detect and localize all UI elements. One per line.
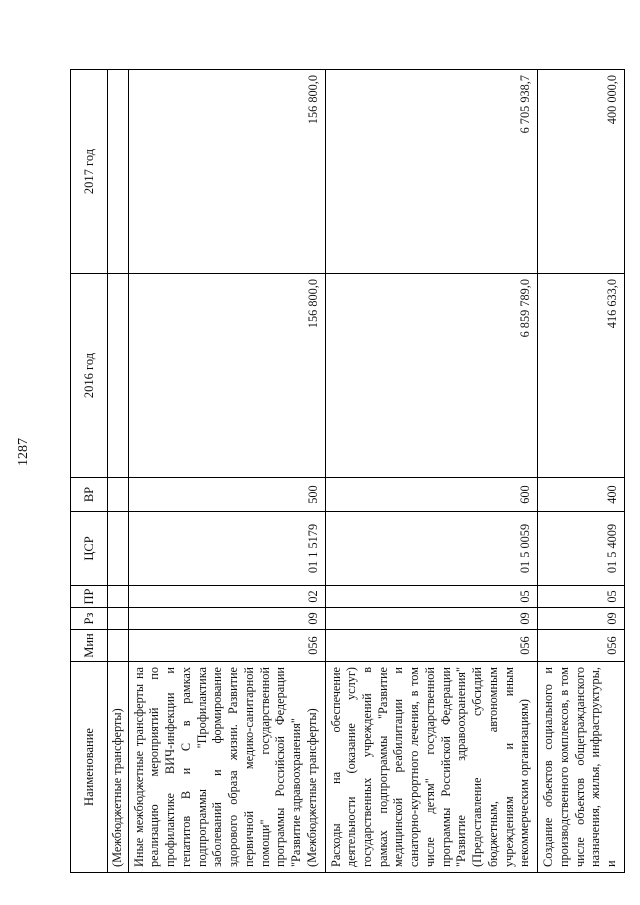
header-vr: ВР — [71, 478, 108, 512]
row-pr: 05 — [325, 586, 538, 608]
row-vr: 600 — [325, 478, 538, 512]
row-min: 056 — [538, 630, 625, 662]
row-2017: 400 000,0 — [538, 70, 625, 274]
row-pr: 02 — [128, 586, 325, 608]
row-note: (Межбюджетные трансферты) — [304, 708, 319, 867]
row-2016: 6 859 789,0 — [325, 274, 538, 478]
row-rz: 09 — [128, 608, 325, 630]
header-2017: 2017 год — [71, 70, 108, 274]
header-name: Наименование — [71, 662, 108, 873]
row-name-cell — [325, 662, 538, 873]
row-2017: 156 800,0 — [128, 70, 325, 274]
row-name-cell — [128, 662, 325, 873]
row-min: 056 — [325, 630, 538, 662]
table-row — [538, 70, 625, 873]
header-csr: ЦСР — [71, 512, 108, 586]
row-csr: 01 5 4009 — [538, 512, 625, 586]
row-vr: 400 — [538, 478, 625, 512]
page-number: 1287 — [16, 438, 31, 466]
rotated-budget-table — [70, 70, 619, 873]
row-vr: 500 — [128, 478, 325, 512]
row-min: 056 — [128, 630, 325, 662]
header-2016: 2016 год — [71, 274, 108, 478]
row-rz: 09 — [325, 608, 538, 630]
row-name: Создание объектов социального и производственного комплексов, в том числе объектов общегражданского назначения, жилья, инфраструктуры, и — [541, 667, 619, 867]
table-row — [108, 70, 129, 873]
budget-table — [70, 69, 625, 873]
row-pr: 05 — [538, 586, 625, 608]
row-csr: 01 1 5179 — [128, 512, 325, 586]
header-min: Мин — [71, 630, 108, 662]
row-rz: 09 — [538, 608, 625, 630]
top-note: (Межбюджетные трансферты) — [108, 662, 129, 873]
row-2017: 6 705 938,7 — [325, 70, 538, 274]
row-name-cell — [538, 662, 625, 873]
row-2016: 416 633,0 — [538, 274, 625, 478]
table-row — [128, 70, 325, 873]
header-row — [71, 70, 108, 873]
row-name: Расходы на обеспечение деятельности (оказание услуг) государственных учреждений в рамках подпрограммы "Развитие медицинской реабилитации и санаторно-курортного лечения, в том числе детям" государственной программы Российской Федерации "Развитие здравоохранения" (Предоставление субсидий бюджетным, автономным учреждениям и иным некоммерческим организациям) — [328, 667, 532, 867]
table-row — [325, 70, 538, 873]
row-2016: 156 800,0 — [128, 274, 325, 478]
header-rz: Рз — [71, 608, 108, 630]
row-csr: 01 5 0059 — [325, 512, 538, 586]
header-pr: ПР — [71, 586, 108, 608]
row-name: Иные межбюджетные трансферты на реализацию мероприятий по профилактике ВИЧ-инфекции и гепатитов B и C в рамках подпрограммы "Профилактика заболеваний и формирование здорового образа жизни. Развитие первичной медико-санитарной помощи" государственной программы Российской Федерации "Развитие здравоохранения" — [131, 667, 304, 867]
